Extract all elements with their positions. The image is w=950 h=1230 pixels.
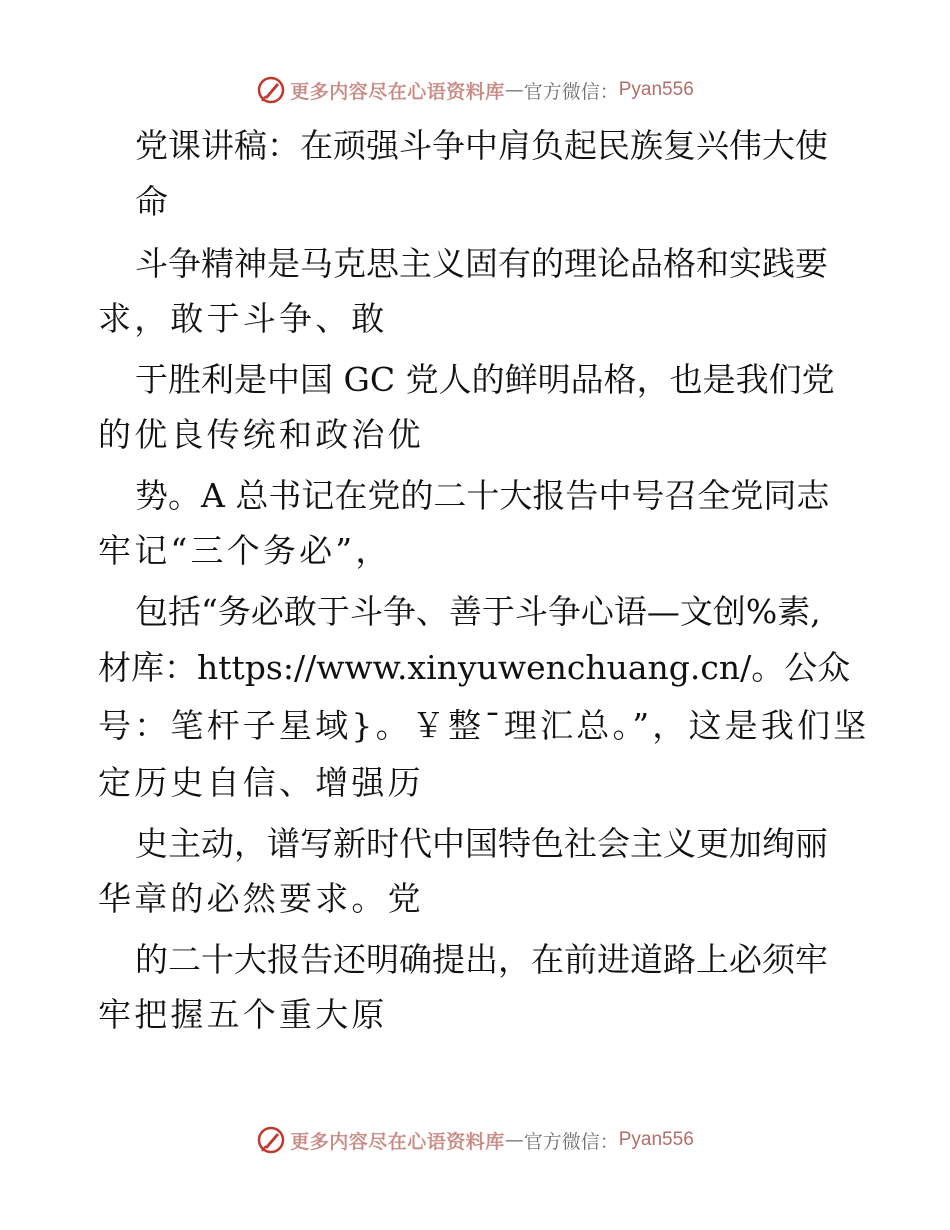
body-line: 史主动，谱写新时代中国特色社会主义更加绚丽: [135, 824, 828, 863]
title-line-1: 党课讲稿：在顽强斗争中肩负起民族复兴伟大使: [135, 126, 828, 165]
footer-banner: [0, 1122, 950, 1158]
body-line: 的优良传统和政治优: [98, 415, 424, 454]
wechat-id: Pyan556: [618, 79, 694, 100]
body-line: 于胜利是中国 GC 党人的鲜明品格，也是我们党: [135, 360, 835, 399]
banner-dash: —: [504, 1129, 524, 1151]
wechat-label: 官方微信：: [523, 80, 619, 103]
body-line: 势。A 总书记在党的二十大报告中号召全党同志: [135, 476, 830, 515]
body-line: 牢记“三个务必”，: [98, 531, 392, 570]
body-line: 定历史自信、增强历: [98, 763, 424, 802]
body-line: 号：笔杆子星域}。￥整¯理汇总。”，这是我们坚: [98, 706, 870, 745]
body-line: 华章的必然要求。党: [98, 879, 424, 918]
quill-logo-icon: [256, 75, 286, 105]
header-banner: [0, 72, 950, 108]
body-line: 的二十大报告还明确提出，在前进道路上必须牢: [135, 940, 828, 979]
body-line: 牢把握五个重大原: [98, 995, 388, 1034]
body-line: 斗争精神是马克思主义固有的理论品格和实践要: [135, 244, 828, 283]
body-line: 求，敢于斗争、敢: [98, 299, 388, 338]
title-line-2: 命: [135, 182, 172, 221]
brand-text: 更多内容尽在心语资料库: [290, 1130, 505, 1153]
body-line: 材库：https://www.xinyuwenchuang.cn/。公众: [98, 648, 851, 687]
wechat-id: Pyan556: [618, 1129, 694, 1150]
banner-dash: —: [504, 79, 524, 101]
wechat-label: 官方微信：: [523, 1130, 619, 1153]
quill-logo-icon: [256, 1125, 286, 1155]
brand-text: 更多内容尽在心语资料库: [290, 80, 505, 103]
body-line: 包括“务必敢于斗争、善于斗争心语—文创%素,: [135, 592, 821, 631]
